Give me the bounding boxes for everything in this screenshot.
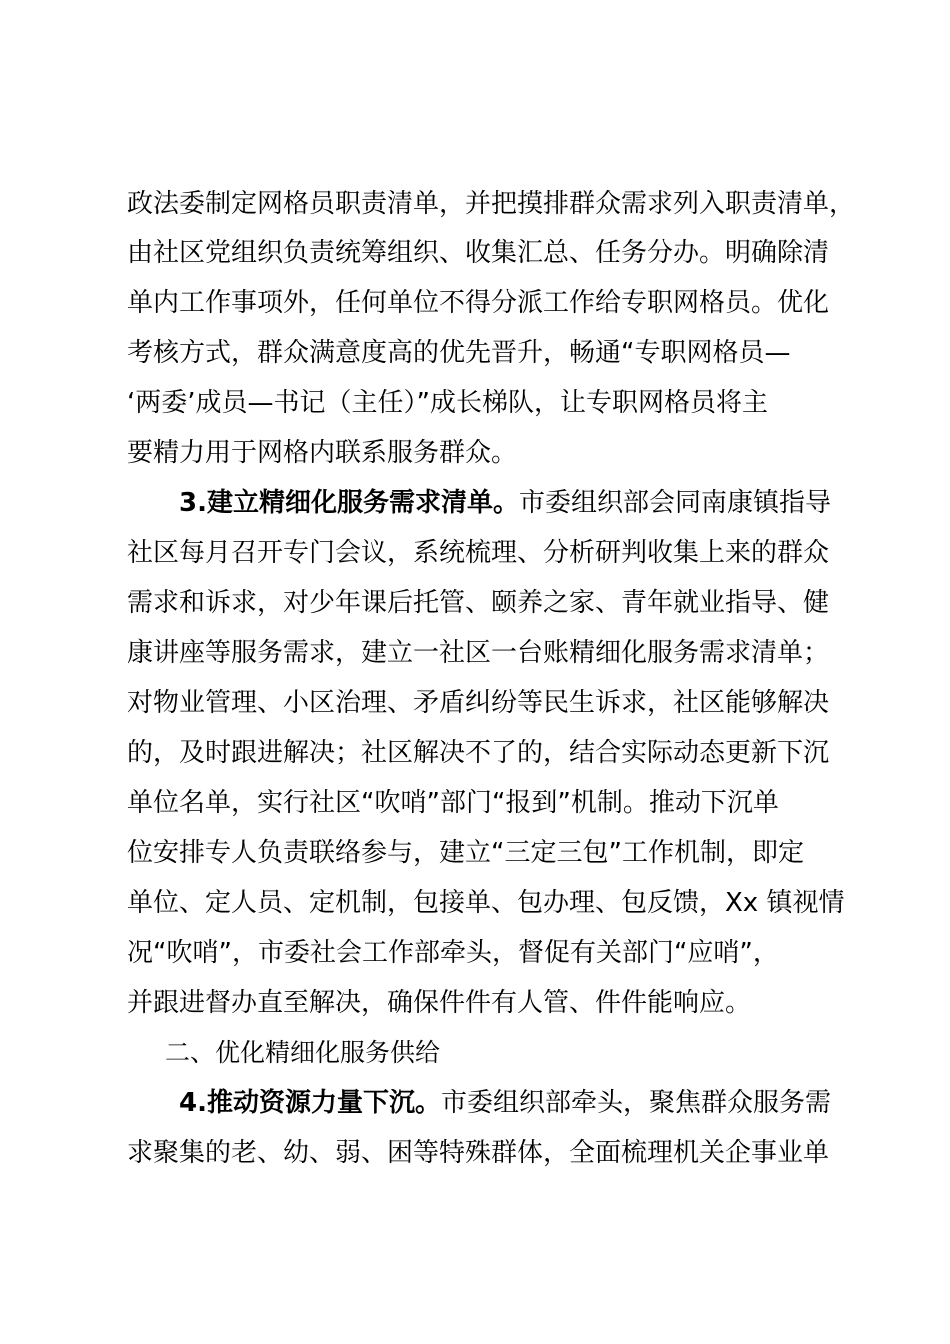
paragraph-4-first-text: 市委组织部牵头，聚焦群众服务需 bbox=[440, 1088, 831, 1118]
section-heading: 二、优化精细化服务供给 bbox=[165, 1038, 441, 1067]
paragraph-3-first-line bbox=[127, 478, 847, 528]
body-line: 由社区党组织负责统筹组织、收集汇总、任务分办。明确除清 bbox=[127, 238, 830, 268]
body-line: 单内工作事项外，任何单位不得分派工作给专职网格员。优化 bbox=[127, 288, 830, 318]
body-line: 的，及时跟进解决；社区解决不了的，结合实际动态更新下沉 bbox=[127, 738, 830, 768]
body-line: 求聚集的老、幼、弱、困等特殊群体，全面梳理机关企事业单 bbox=[127, 1138, 830, 1168]
body-line: 位安排专人负责联络参与，建立“三定三包”工作机制，即定 bbox=[127, 838, 804, 868]
body-line: 社区每月召开专门会议，系统梳理、分析研判收集上来的群众 bbox=[127, 538, 830, 568]
paragraph-3-first-text: 市委组织部会同南康镇指导 bbox=[518, 488, 831, 518]
body-line: 需求和诉求，对少年课后托管、颐养之家、青年就业指导、健 bbox=[127, 588, 830, 618]
paragraph-4-heading: 4.推动资源力量下沉。 bbox=[179, 1088, 441, 1118]
body-line: 要精力用于网格内联系服务群众。 bbox=[127, 438, 518, 468]
body-line: 单位名单，实行社区“吹哨”部门“报到”机制。推动下沉单 bbox=[127, 788, 779, 818]
body-line: 康讲座等服务需求，建立一社区一台账精细化服务需求清单； bbox=[127, 638, 830, 668]
body-line: 单位、定人员、定机制，包接单、包办理、包反馈，Xx 镇视情 bbox=[127, 888, 845, 918]
body-line: 并跟进督办直至解决，确保件件有人管、件件能响应。 bbox=[127, 988, 752, 1018]
body-line: 政法委制定网格员职责清单，并把摸排群众需求列入职责清单， bbox=[127, 189, 856, 219]
body-line: 对物业管理、小区治理、矛盾纠纷等民生诉求，社区能够解决 bbox=[127, 688, 830, 718]
body-line: 考核方式，群众满意度高的优先晋升，畅通“专职网格员— bbox=[127, 338, 791, 368]
body-line: 况“吹哨”，市委社会工作部牵头，督促有关部门“应哨”， bbox=[127, 938, 779, 968]
document-body bbox=[127, 180, 856, 1178]
paragraph-4-first-line bbox=[127, 1078, 847, 1128]
body-line: ‘两委’成员—书记（主任）”成长梯队，让专职网格员将主 bbox=[127, 388, 768, 418]
paragraph-3-heading: 3.建立精细化服务需求清单。 bbox=[179, 488, 519, 518]
